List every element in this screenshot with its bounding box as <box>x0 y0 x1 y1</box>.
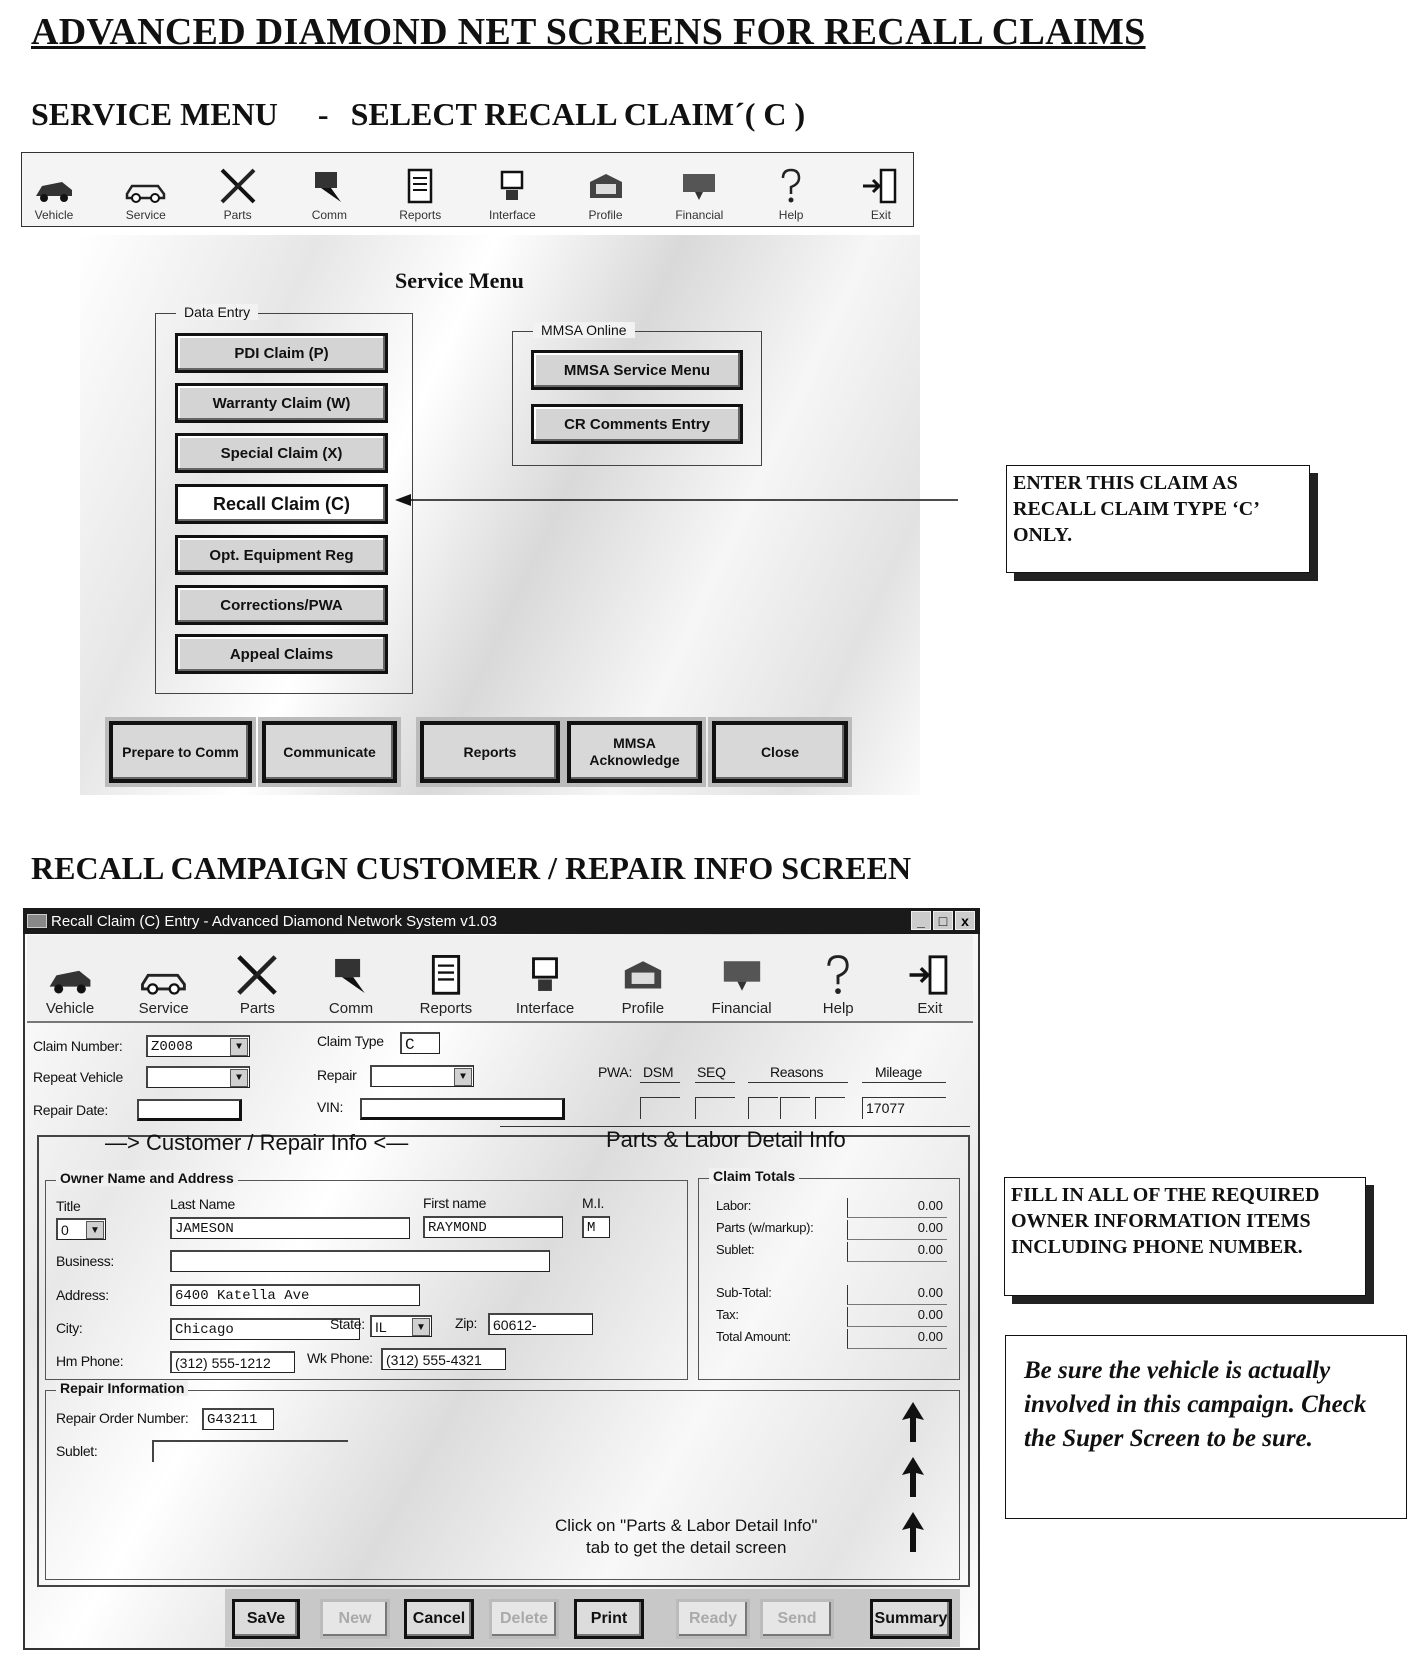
toolbar-vehicle[interactable] <box>45 964 95 1017</box>
claim-number-combo[interactable] <box>146 1035 250 1057</box>
summary-button[interactable]: Summary <box>870 1599 952 1639</box>
last-name-field[interactable]: JAMESON <box>170 1217 410 1239</box>
toolbar-label: Financial <box>711 1000 772 1017</box>
detail-tab-hint <box>555 1515 817 1559</box>
toolbar-financial[interactable] <box>712 954 772 1017</box>
claim-type-label: Claim Type <box>317 1033 384 1049</box>
toolbar-label: Help <box>822 1000 854 1017</box>
new-button[interactable]: New <box>320 1599 390 1639</box>
wk-phone-label: Wk Phone: <box>307 1350 373 1366</box>
toolbar-label: Vehicle <box>45 1000 95 1017</box>
mileage-underline <box>862 1082 946 1083</box>
chevron-down-icon[interactable]: ▼ <box>230 1069 248 1087</box>
comm-icon <box>307 168 351 206</box>
repair-date-label: Repair Date: <box>33 1102 108 1118</box>
tab-customer-repair-info[interactable]: —> Customer / Repair Info <— <box>105 1130 409 1155</box>
page-title: ADVANCED DIAMOND NET SCREENS FOR RECALL CLAIMS <box>31 11 1146 53</box>
delete-button[interactable]: Delete <box>489 1599 559 1639</box>
claim-totals-label: Claim Totals <box>709 1168 799 1184</box>
chevron-down-icon[interactable]: ▼ <box>412 1318 430 1336</box>
address-field[interactable]: 6400 Katella Ave <box>170 1284 420 1306</box>
data-entry-label: Data Entry <box>176 304 258 320</box>
address-label: Address: <box>56 1287 109 1303</box>
toolbar-label: Interface <box>515 1000 575 1017</box>
window-title: Recall Claim (C) Entry - Advanced Diamond Network System v1.03 <box>51 912 497 930</box>
repair-sublet-label: Sublet: <box>56 1443 98 1459</box>
toolbar-profile[interactable] <box>618 954 668 1017</box>
repair-combo[interactable] <box>370 1065 474 1087</box>
car-icon <box>32 176 76 206</box>
toolbar-comm[interactable] <box>307 168 351 222</box>
toolbar-label: Parts <box>223 208 252 222</box>
window-toolbar <box>27 935 973 1023</box>
ready-button[interactable]: Ready <box>676 1599 750 1639</box>
toolbar-help[interactable] <box>771 166 811 222</box>
service-car-icon <box>124 176 168 206</box>
window-titlebar <box>23 908 980 934</box>
close-button[interactable]: Close <box>712 721 848 783</box>
seq-underline <box>695 1082 735 1083</box>
send-button[interactable]: Send <box>760 1599 834 1639</box>
claim-number-label: Claim Number: <box>33 1038 123 1054</box>
vin-label: VIN: <box>317 1099 344 1115</box>
toolbar-parts[interactable] <box>216 166 260 222</box>
chevron-down-icon[interactable]: ▼ <box>86 1221 104 1239</box>
toolbar-label: Financial <box>675 208 724 222</box>
close-window-button[interactable]: x <box>955 911 975 930</box>
vin-field[interactable] <box>360 1098 565 1120</box>
profile-icon <box>618 954 668 998</box>
communicate-button[interactable]: Communicate <box>262 721 397 783</box>
seq-label: SEQ <box>697 1064 726 1080</box>
repair-date-field[interactable] <box>137 1099 242 1121</box>
toolbar-service[interactable] <box>139 964 189 1017</box>
mmsa-acknowledge-button[interactable]: MMSA Acknowledge <box>567 721 702 783</box>
toolbar-label: Service <box>125 208 166 222</box>
toolbar-exit[interactable] <box>905 952 955 1017</box>
tab-parts-labor-detail[interactable]: Parts & Labor Detail Info <box>606 1127 846 1152</box>
tools-icon <box>232 952 282 998</box>
up-arrow-icon <box>900 1455 926 1499</box>
toolbar-label: Service <box>138 1000 189 1017</box>
up-arrow-icon <box>900 1510 926 1554</box>
be-sure-callout: Be sure the vehicle is actually involved in this campaign. Check the Super Screen to be sure. <box>1005 1335 1407 1519</box>
title-label: Title <box>56 1198 81 1214</box>
claim-number-value: Z0008 <box>151 1039 194 1055</box>
city-field[interactable]: Chicago <box>170 1318 360 1340</box>
toolbar-label: Interface <box>489 208 536 222</box>
repair-sublet-field[interactable] <box>152 1440 348 1462</box>
comm-icon <box>326 954 376 998</box>
toolbar-exit[interactable] <box>859 166 903 222</box>
toolbar-comm[interactable] <box>326 954 376 1017</box>
mmsa-online-label: MMSA Online <box>533 322 635 338</box>
toolbar-reports[interactable] <box>399 168 441 222</box>
mi-label: M.I. <box>582 1195 605 1211</box>
help-icon <box>815 952 861 998</box>
profile-icon <box>584 168 628 206</box>
hm-phone-field[interactable]: (312) 555-1212 <box>170 1351 295 1373</box>
first-name-label: First name <box>423 1195 487 1211</box>
tax-value: 0.00 <box>847 1307 947 1327</box>
special-claim-button[interactable]: Special Claim (X) <box>175 433 388 473</box>
toolbar-interface[interactable] <box>516 954 574 1017</box>
save-button[interactable]: SaVe <box>232 1599 300 1639</box>
print-button[interactable]: Print <box>574 1599 644 1639</box>
cancel-button[interactable]: Cancel <box>404 1599 474 1639</box>
up-arrow-icon <box>900 1400 926 1444</box>
labor-label: Labor: <box>716 1198 752 1213</box>
sublet-total-label: Sublet: <box>716 1242 755 1257</box>
heading-separator: - <box>317 96 329 132</box>
subtotal-value: 0.00 <box>847 1285 947 1305</box>
mileage-label: Mileage <box>875 1064 922 1080</box>
app-icon <box>27 914 47 928</box>
interface-icon <box>492 168 532 206</box>
section-title-service-menu <box>31 96 805 133</box>
toolbar-label: Exit <box>870 208 891 222</box>
interface-icon <box>522 954 568 998</box>
toolbar-service[interactable] <box>124 176 168 222</box>
toolbar-label: Reports <box>419 1000 473 1017</box>
pointer-arrow-icon <box>393 494 963 506</box>
labor-total: 0.00 <box>847 1198 947 1218</box>
chevron-down-icon[interactable]: ▼ <box>230 1038 248 1056</box>
total-amount-label: Total Amount: <box>716 1329 791 1344</box>
total-amount-value: 0.00 <box>847 1329 947 1349</box>
toolbar-vehicle[interactable] <box>32 176 76 222</box>
repeat-vehicle-combo[interactable] <box>146 1066 250 1088</box>
toolbar-interface[interactable] <box>489 168 536 222</box>
toolbar-help[interactable] <box>815 952 861 1017</box>
exit-door-icon <box>905 952 955 998</box>
section-title-recall-screen: RECALL CAMPAIGN CUSTOMER / REPAIR INFO SCREEN <box>31 850 912 886</box>
cr-comments-entry-button[interactable]: CR Comments Entry <box>531 404 743 444</box>
zip-label: Zip: <box>455 1315 478 1331</box>
title-combo[interactable] <box>56 1218 106 1240</box>
service-toolbar <box>21 152 914 227</box>
mileage-field[interactable]: 17077 <box>862 1097 946 1119</box>
appeal-claims-button[interactable]: Appeal Claims <box>175 634 388 674</box>
corrections-pwa-button[interactable]: Corrections/PWA <box>175 585 388 625</box>
pdi-claim-button[interactable]: PDI Claim (P) <box>175 333 388 373</box>
reasons-underline <box>748 1082 848 1083</box>
help-icon <box>771 166 811 206</box>
toolbar-label: Vehicle <box>34 208 74 222</box>
sublet-total: 0.00 <box>847 1242 947 1262</box>
toolbar-profile[interactable] <box>584 168 628 222</box>
city-label: City: <box>56 1320 83 1336</box>
parts-total: 0.00 <box>847 1220 947 1240</box>
business-label: Business: <box>56 1253 114 1269</box>
mi-field[interactable]: M <box>582 1216 610 1238</box>
business-field[interactable] <box>170 1250 550 1272</box>
toolbar-label: Parts <box>239 1000 275 1017</box>
zip-field[interactable]: 60612- <box>488 1313 593 1335</box>
state-combo[interactable] <box>370 1315 432 1337</box>
toolbar-label: Comm <box>328 1000 374 1017</box>
chevron-down-icon[interactable]: ▼ <box>454 1068 472 1086</box>
toolbar-reports[interactable] <box>420 954 473 1017</box>
reports-icon <box>423 954 469 998</box>
claim-type-field[interactable]: C <box>400 1032 440 1054</box>
hm-phone-label: Hm Phone: <box>56 1353 124 1369</box>
reason-field-1[interactable] <box>748 1097 778 1119</box>
service-menu-title: Service Menu <box>395 268 524 293</box>
dsm-label: DSM <box>643 1064 674 1080</box>
select-recall-heading: SELECT RECALL CLAIM´( C ) <box>350 96 806 132</box>
financial-icon <box>677 168 721 206</box>
pwa-label: PWA: <box>598 1064 633 1080</box>
prepare-to-comm-button[interactable]: Prepare to Comm <box>109 721 252 783</box>
toolbar-financial[interactable] <box>675 168 723 222</box>
toolbar-label: Profile <box>621 1000 665 1017</box>
repair-label: Repair <box>317 1067 357 1083</box>
owner-group-label: Owner Name and Address <box>56 1170 238 1186</box>
fill-owner-callout: FILL IN ALL OF THE REQUIRED OWNER INFORMATION ITEMS INCLUDING PHONE NUMBER. <box>1004 1177 1366 1296</box>
title-value: 0 <box>61 1222 69 1238</box>
repair-order-field[interactable]: G43211 <box>202 1408 274 1430</box>
warranty-claim-button[interactable]: Warranty Claim (W) <box>175 383 388 423</box>
wk-phone-field[interactable]: (312) 555-4321 <box>381 1348 506 1370</box>
reason-field-3[interactable] <box>815 1097 845 1119</box>
mmsa-service-menu-button[interactable]: MMSA Service Menu <box>531 350 743 390</box>
repair-order-label: Repair Order Number: <box>56 1410 189 1426</box>
repeat-vehicle-label: Repeat Vehicle <box>33 1069 123 1085</box>
hint-line-2: tab to get the detail screen <box>586 1538 787 1558</box>
last-name-label: Last Name <box>170 1196 235 1212</box>
reports-icon <box>400 168 440 206</box>
reports-button[interactable]: Reports <box>420 721 560 783</box>
exit-door-icon <box>859 166 903 206</box>
dsm-underline <box>640 1082 680 1083</box>
car-icon <box>45 964 95 998</box>
enter-claim-callout: ENTER THIS CLAIM AS RECALL CLAIM TYPE ‘C’ ONLY. <box>1006 465 1310 573</box>
hint-line-1: Click on "Parts & Labor Detail Info" <box>555 1516 818 1535</box>
tools-icon <box>216 166 260 206</box>
toolbar-parts[interactable] <box>232 952 282 1017</box>
toolbar-label: Exit <box>917 1000 943 1017</box>
parts-label: Parts (w/markup): <box>716 1220 814 1235</box>
first-name-field[interactable]: RAYMOND <box>423 1216 563 1238</box>
toolbar-label: Help <box>778 208 804 222</box>
state-label: State: <box>330 1316 365 1332</box>
seq-field[interactable] <box>695 1097 735 1119</box>
reason-field-2[interactable] <box>780 1097 810 1119</box>
toolbar-label: Reports <box>399 208 442 222</box>
toolbar-label: Profile <box>588 208 623 222</box>
reasons-label: Reasons <box>770 1064 824 1080</box>
subtotal-label: Sub-Total: <box>716 1285 772 1300</box>
state-value: IL <box>375 1319 387 1335</box>
minimize-button[interactable]: _ <box>911 911 931 930</box>
recall-claim-button[interactable]: Recall Claim (C) <box>175 484 388 524</box>
maximize-button[interactable]: □ <box>933 911 953 930</box>
repair-info-label: Repair Information <box>56 1380 188 1396</box>
service-menu-heading: SERVICE MENU <box>31 96 278 132</box>
toolbar-label: Comm <box>311 208 348 222</box>
opt-equipment-reg-button[interactable]: Opt. Equipment Reg <box>175 535 388 575</box>
tax-label: Tax: <box>716 1307 739 1322</box>
financial-icon <box>717 954 767 998</box>
dsm-field[interactable] <box>640 1097 680 1119</box>
service-car-icon <box>139 964 189 998</box>
